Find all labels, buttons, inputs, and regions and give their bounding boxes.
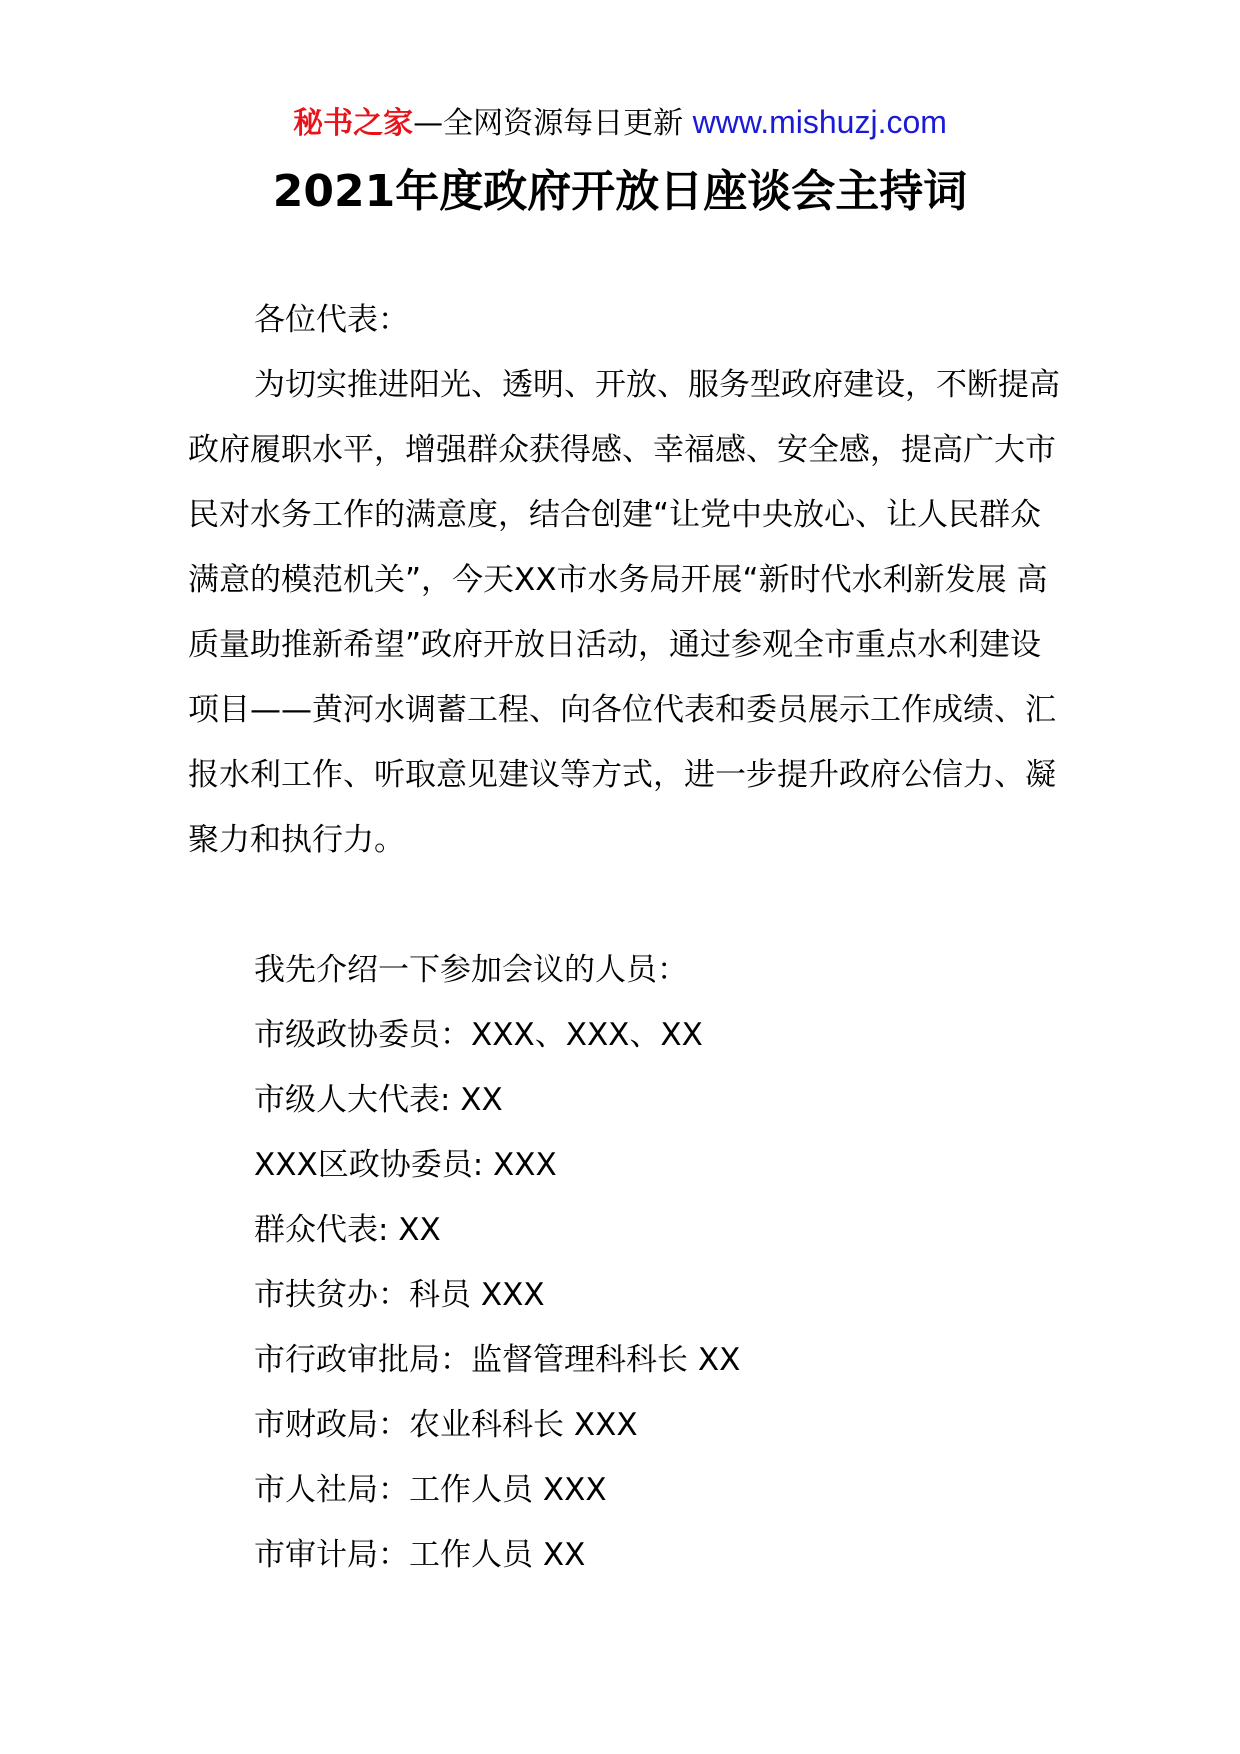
list-item: 市级政协委员：XXX、XXX、XX <box>254 1017 703 1053</box>
list-item: 群众代表: XX <box>254 1212 441 1248</box>
header-tagline: —全网资源每日更新 <box>413 106 684 141</box>
salutation: 各位代表： <box>254 302 409 338</box>
site-header <box>0 100 1240 146</box>
list-item: XXX区政协委员: XXX <box>254 1147 557 1183</box>
brand-name: 秘书之家 <box>293 106 414 141</box>
attendee-list <box>254 938 1114 1588</box>
list-item: 市行政审批局：监督管理科科长 XX <box>254 1342 741 1378</box>
list-item: 市扶贫办：科员 XXX <box>254 1277 545 1313</box>
list-item: 市审计局：工作人员 XX <box>254 1537 586 1573</box>
document-title: 2021年度政府开放日座谈会主持词 <box>272 166 968 217</box>
site-url-link[interactable]: www.mishuzj.com <box>692 104 947 140</box>
list-item: 市人社局：工作人员 XXX <box>254 1472 607 1508</box>
intro-paragraph: 为切实推进阳光、透明、开放、服务型政府建设，不断提高政府履职水平，增强群众获得感、幸福感、安全感，提高广大市民对水务工作的满意度，结合创建“让党中央放心、让人民群众满意的模范机关”，今天XX市水务局开展“新时代水利新发展 高质量助推新希望”政府开放日活动，通过参观全市重点水利建设项目——黄河水调蓄工程、向各位代表和委员展示工作成绩、汇报水利工作、听取意见建议等方式，进一步提升政府公信力、凝聚力和执行力。 <box>188 367 1060 858</box>
intro-block <box>188 353 1068 873</box>
list-item: 市级人大代表: XX <box>254 1082 503 1118</box>
list-item: 市财政局：农业科科长 XXX <box>254 1407 638 1443</box>
list-intro: 我先介绍一下参加会议的人员： <box>254 952 688 988</box>
salutation-block <box>188 288 1068 353</box>
